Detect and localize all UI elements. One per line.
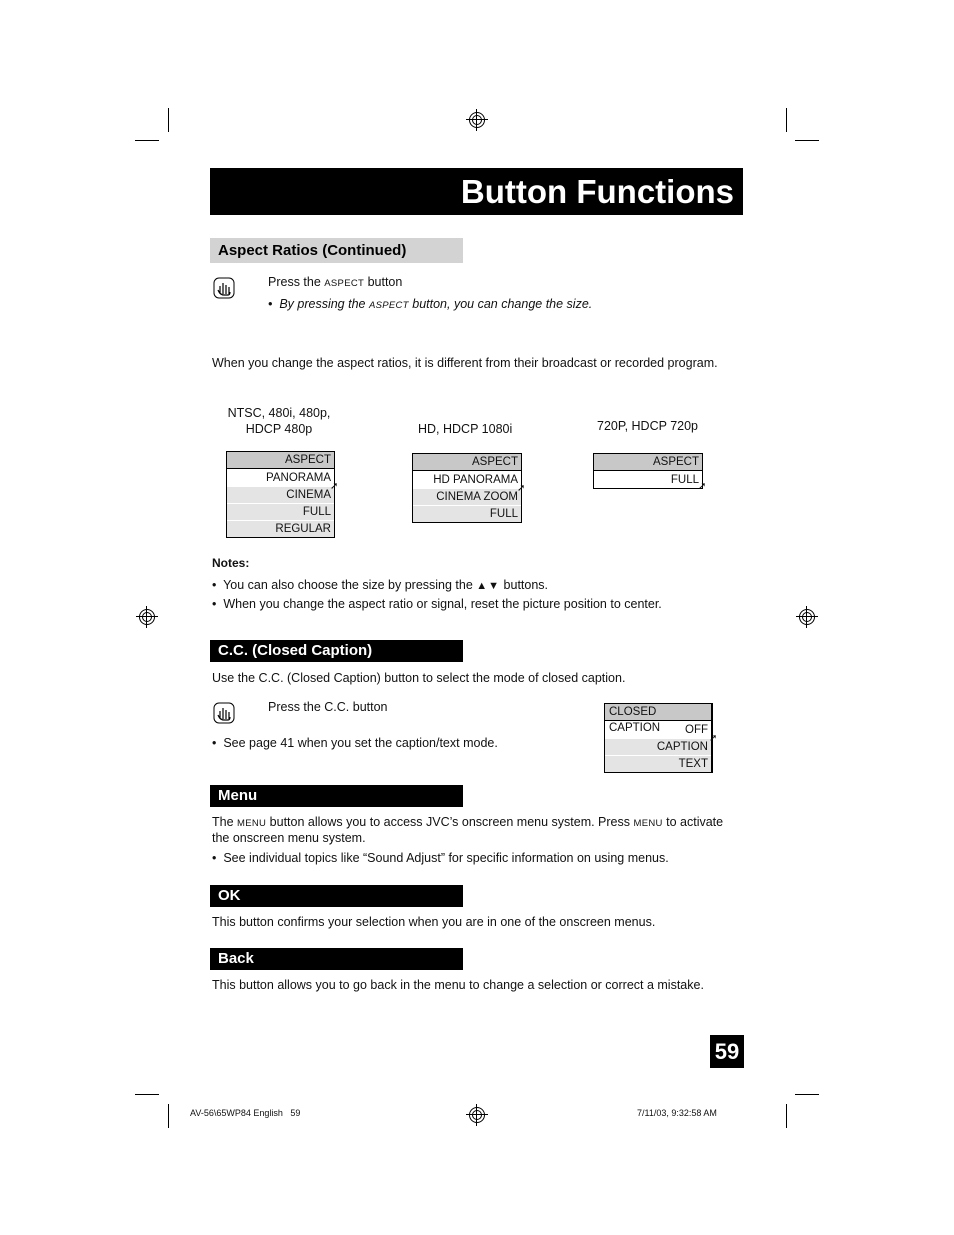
menu-item: ASPECT <box>594 454 702 471</box>
menu-item[interactable]: TEXT <box>605 755 711 772</box>
section-heading-aspect: Aspect Ratios (Continued) <box>210 238 463 263</box>
menu-description-line1: The MENU button allows you to access JVC’s onscreen menu system. Press MENU to activate <box>212 815 724 829</box>
hand-press-icon <box>213 702 235 724</box>
hand-press-icon <box>213 277 235 299</box>
notes-label: Notes: <box>212 556 250 570</box>
aspect-menu-ntsc <box>226 451 335 538</box>
aspect-menu-hd <box>412 453 522 523</box>
crop-mark <box>795 140 819 141</box>
section-heading-menu: Menu <box>210 785 463 807</box>
back-description: This button allows you to go back in the menu to change a selection or correct a mistake. <box>212 978 704 992</box>
menu-cursor-icon: ➚ <box>517 483 526 494</box>
menu-cursor-icon: ➚ <box>698 481 707 492</box>
menu-item[interactable]: OFF <box>605 721 711 738</box>
crop-mark <box>168 1104 169 1128</box>
menu-item: ASPECT <box>413 454 521 471</box>
menu-item[interactable]: CINEMA ZOOM <box>413 488 521 505</box>
registration-mark-icon <box>469 112 485 128</box>
cc-bullet: • See page 41 when you set the caption/text mode. <box>212 736 498 750</box>
menu-caption-ntsc: NTSC, 480i, 480p, HDCP 480p <box>227 406 331 436</box>
registration-mark-icon <box>139 609 155 625</box>
aspect-bullet: • By pressing the ASPECT button, you can change the size. <box>268 297 593 311</box>
aspect-step: Press the ASPECT button <box>268 275 403 289</box>
cc-intro: Use the C.C. (Closed Caption) button to select the mode of closed caption. <box>212 671 626 685</box>
section-heading-ok: OK <box>210 885 463 907</box>
footer-left: AV-56\65WP84 English 59 <box>190 1108 301 1118</box>
footer-right: 7/11/03, 9:32:58 AM <box>637 1108 717 1118</box>
menu-caption-hd: HD, HDCP 1080i <box>418 422 513 436</box>
aspect-menu-720p <box>593 453 703 489</box>
menu-bullet: • See individual topics like “Sound Adjust” for specific information on using menus. <box>212 851 669 865</box>
page-title: Button Functions <box>210 168 743 215</box>
crop-mark <box>168 108 169 132</box>
cc-step: Press the C.C. button <box>268 700 388 714</box>
crop-mark <box>786 108 787 132</box>
section-heading-cc: C.C. (Closed Caption) <box>210 640 463 662</box>
menu-item[interactable]: FULL <box>594 471 702 488</box>
menu-item[interactable]: FULL <box>413 505 521 522</box>
menu-cursor-icon: ➚ <box>330 481 339 492</box>
aspect-note: When you change the aspect ratios, it is different from their broadcast or recorded program. <box>212 356 718 370</box>
menu-item[interactable]: FULL <box>227 503 334 520</box>
menu-item[interactable]: CAPTION <box>605 738 711 755</box>
up-down-arrows-icon: ▲▼ <box>476 580 501 592</box>
registration-mark-icon <box>799 609 815 625</box>
page-number: 59 <box>710 1035 744 1068</box>
menu-caption-720p: 720P, HDCP 720p <box>597 419 699 433</box>
crop-mark <box>135 1094 159 1095</box>
menu-item[interactable]: REGULAR <box>227 520 334 537</box>
menu-item[interactable]: HD PANORAMA <box>413 471 521 488</box>
crop-mark <box>795 1094 819 1095</box>
menu-item: ASPECT <box>227 452 334 469</box>
note-item: • When you change the aspect ratio or signal, reset the picture position to center. <box>212 597 662 611</box>
note-item: • You can also choose the size by pressing the ▲▼ buttons. <box>212 578 549 592</box>
menu-description-line2: the onscreen menu system. <box>212 831 366 845</box>
crop-mark <box>135 140 159 141</box>
ok-description: This button confirms your selection when you are in one of the onscreen menus. <box>212 915 656 929</box>
registration-mark-icon <box>469 1107 485 1123</box>
menu-cursor-icon: ➚ <box>709 733 718 744</box>
menu-item[interactable]: PANORAMA <box>227 469 334 486</box>
menu-item: CLOSED CAPTION <box>605 704 711 721</box>
crop-mark <box>786 1104 787 1128</box>
menu-item[interactable]: CINEMA <box>227 486 334 503</box>
section-heading-back: Back <box>210 948 463 970</box>
closed-caption-menu <box>604 703 713 773</box>
